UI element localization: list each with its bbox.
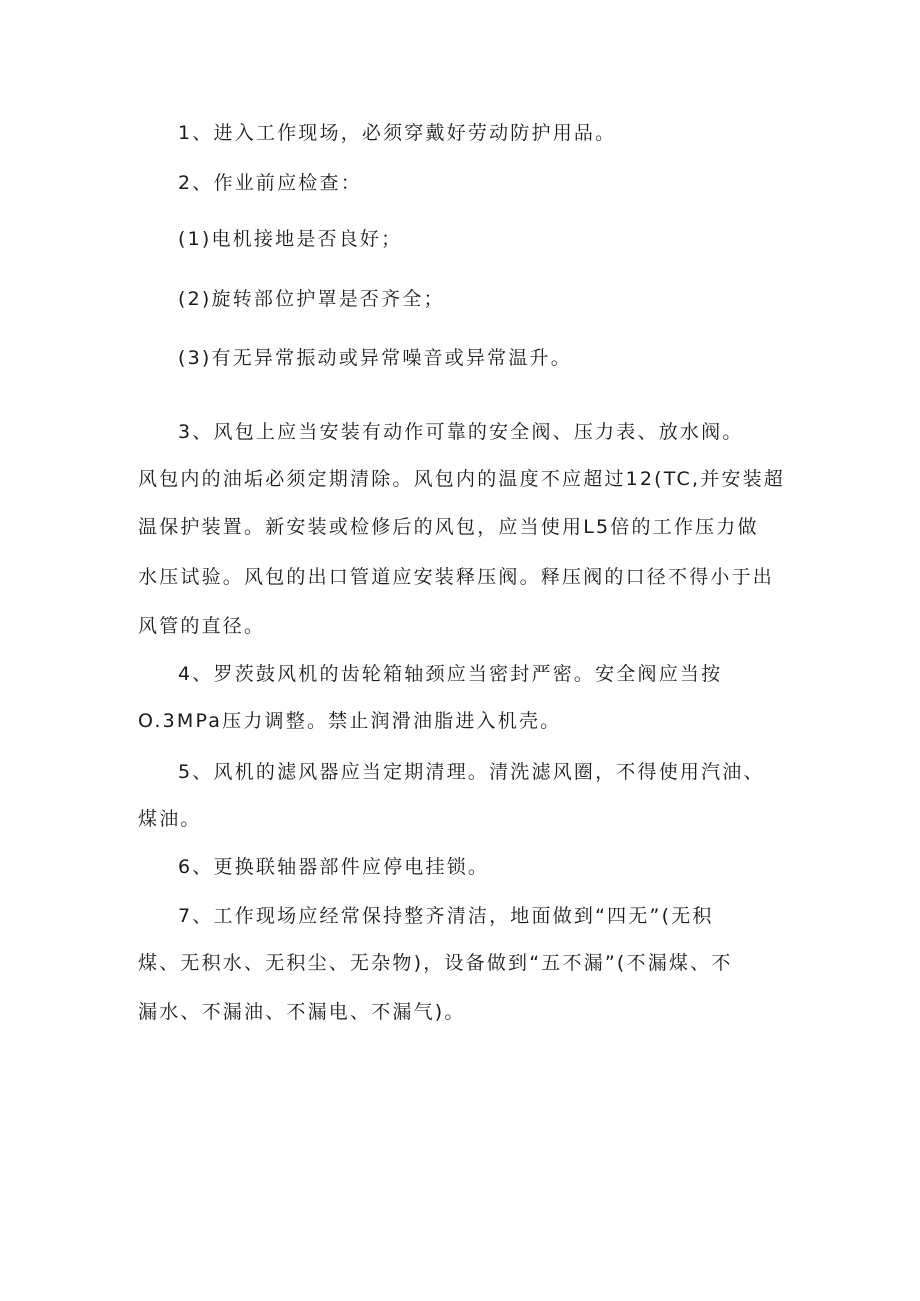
- sub-item-1: (1)电机接地是否良好；: [178, 228, 403, 250]
- item-4-line-2: O.3MPa压力调整。禁止润滑油脂进入机壳。: [138, 710, 562, 732]
- item-7-line-2: 煤、无积水、无积尘、无杂物)，设备做到“五不漏”(不漏煤、不: [138, 952, 733, 974]
- sub-item-3: (3)有无异常振动或异常噪音或异常温升。: [178, 347, 572, 369]
- item-4-line-1: 4、罗茨鼓风机的齿轮箱轴颈应当密封严密。安全阀应当按: [178, 663, 723, 685]
- item-3-line-1: 3、风包上应当安装有动作可靠的安全阀、压力表、放水阀。: [178, 421, 744, 443]
- item-3-line-4: 水压试验。风包的出口管道应安装释压阀。释压阀的口径不得小于出: [138, 566, 775, 588]
- item-7-line-1: 7、工作现场应经常保持整齐清洁，地面做到“四无”(无积: [178, 905, 714, 927]
- item-3-line-2: 风包内的油垢必须定期清除。风包内的温度不应超过12(TC,并安装超: [138, 468, 785, 490]
- item-2: 2、作业前应检查：: [178, 172, 362, 194]
- item-3-line-5: 风管的直径。: [138, 615, 266, 637]
- item-6: 6、更换联轴器部件应停电挂锁。: [178, 856, 490, 878]
- sub-item-2: (2)旋转部位护罩是否齐全；: [178, 288, 445, 310]
- item-5-line-1: 5、风机的滤风器应当定期清理。清洗滤风圈，不得使用汽油、: [178, 761, 765, 783]
- item-5-line-2: 煤油。: [138, 808, 202, 830]
- item-3-line-3: 温保护装置。新安装或检修后的风包，应当使用L5倍的工作压力做: [138, 516, 759, 538]
- item-1: 1、进入工作现场，必须穿戴好劳动防护用品。: [178, 122, 617, 144]
- item-7-line-3: 漏水、不漏油、不漏电、不漏气)。: [138, 1001, 466, 1023]
